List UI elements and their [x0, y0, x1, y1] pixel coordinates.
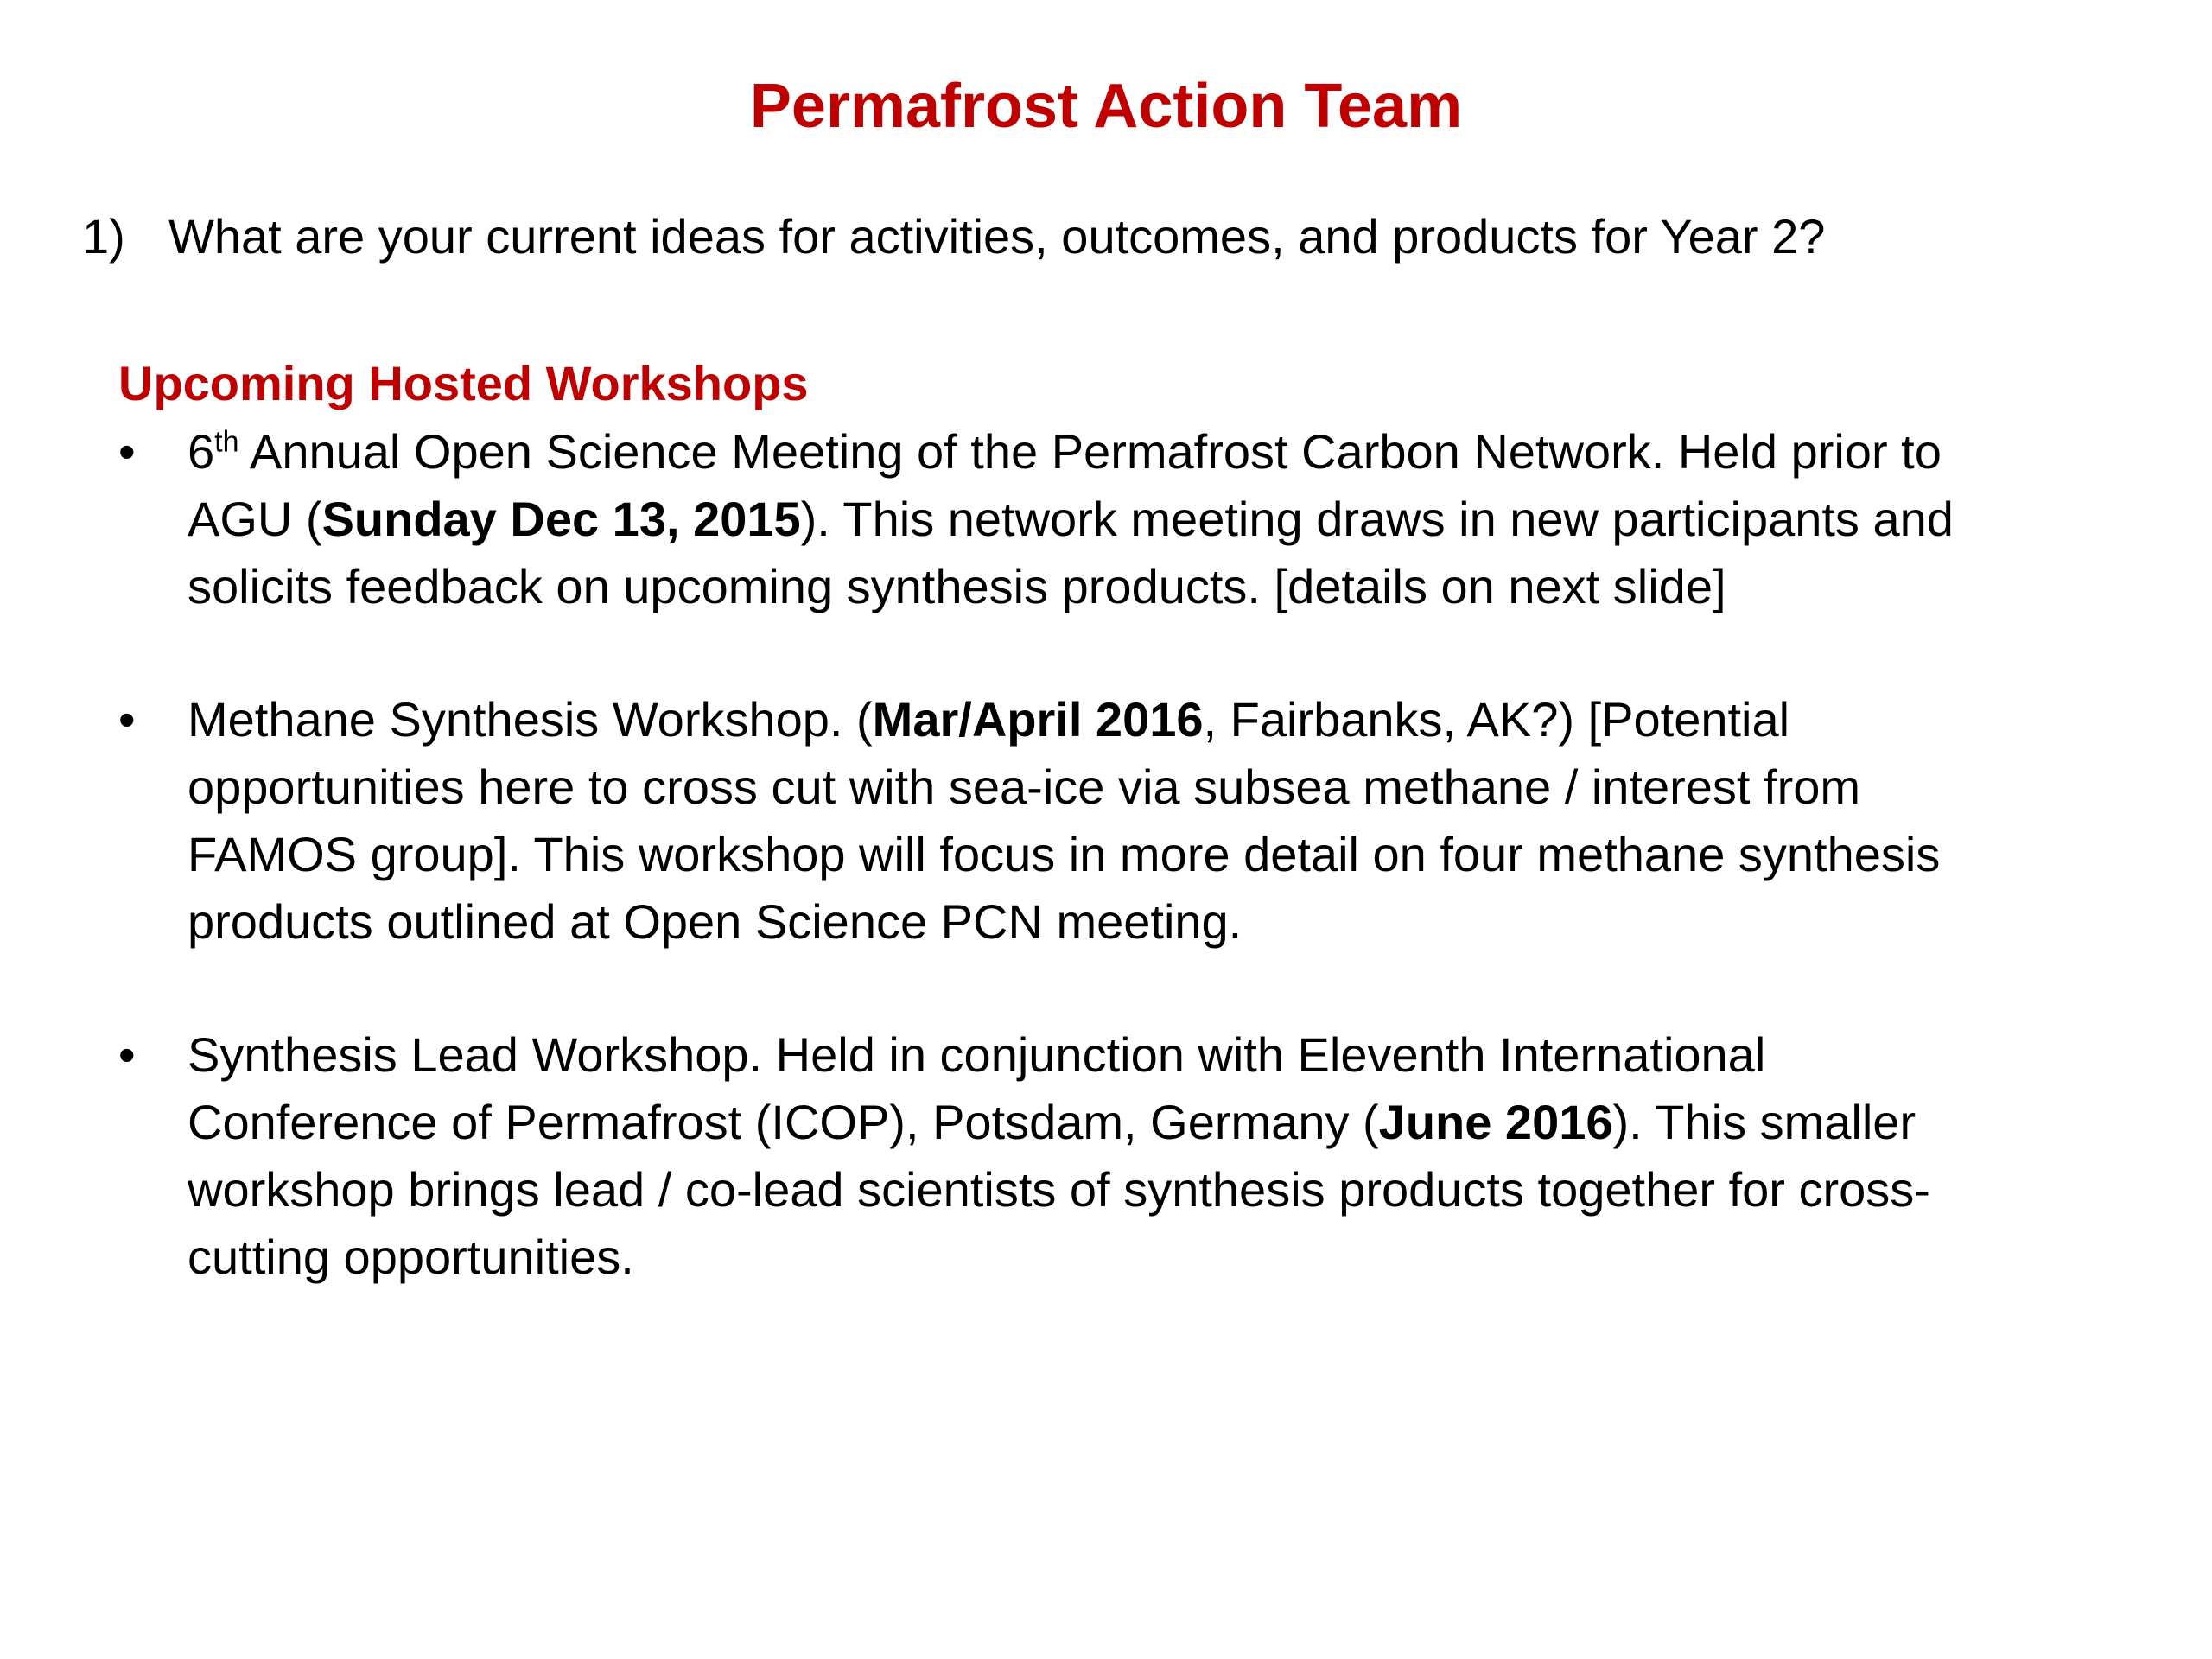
bullet-text: [188, 418, 2106, 620]
bullet-line: [188, 553, 2106, 620]
bullet-icon: •: [118, 692, 136, 747]
slide-title: Permafrost Action Team: [749, 72, 1463, 141]
question: [82, 202, 1825, 271]
text-run: Methane Synthesis Workshop. (: [188, 692, 873, 747]
text-run: , Fairbanks, AK?) [Potential: [1203, 692, 1790, 747]
bold-date: June 2016: [1378, 1095, 1613, 1149]
question-number: 1): [82, 209, 125, 264]
bullet-item-methane-workshop: [118, 686, 2106, 956]
text-run: opportunities here to cross cut with sea-ice via subsea methane / interest from: [188, 760, 1861, 814]
text-run: ). This smaller: [1612, 1095, 1916, 1149]
bold-date: Mar/April 2016: [872, 692, 1204, 747]
text-run: ). This network meeting draws in new participants and: [800, 492, 1954, 546]
bullet-item-open-science-meeting: [118, 418, 2106, 620]
bold-date: Sunday Dec 13, 2015: [321, 492, 801, 546]
text-run: Annual Open Science Meeting of the Permafrost Carbon Network. Held prior to: [238, 424, 1942, 479]
text-run: products outlined at Open Science PCN meeting.: [188, 894, 1243, 949]
text-run: solicits feedback on upcoming synthesis products. [details on next slide]: [188, 559, 1726, 613]
bullet-line: [188, 1089, 2106, 1156]
bullet-line: [188, 486, 2106, 553]
bullet-line: [188, 1224, 2106, 1291]
bullet-line: [188, 888, 2106, 956]
superscript: th: [214, 425, 239, 459]
bullet-icon: •: [118, 1027, 136, 1082]
bullet-line: [188, 1156, 2106, 1224]
bullet-text: [188, 1021, 2106, 1291]
text-run: Synthesis Lead Workshop. Held in conjunction with Eleventh International: [188, 1027, 1766, 1082]
text-run: Conference of Permafrost (ICOP), Potsdam, Germany (: [188, 1095, 1379, 1149]
bullet-line: [188, 418, 2106, 486]
text-run: FAMOS group]. This workshop will focus in more detail on four methane synthesis: [188, 827, 1941, 881]
bullet-line: [188, 821, 2106, 888]
bullet-item-synthesis-lead-workshop: [118, 1021, 2106, 1291]
bullet-text: [188, 686, 2106, 956]
text-run: workshop brings lead / co-lead scientists of synthesis products together for cross-: [188, 1162, 1930, 1217]
text-run: AGU (: [188, 492, 322, 546]
text-run: 6: [188, 424, 215, 479]
question-text: What are your current ideas for activities, outcomes, and products for Year 2?: [168, 209, 1826, 264]
bullet-line: [188, 753, 2106, 821]
bullet-line: [188, 1021, 2106, 1089]
bullet-line: [188, 686, 2106, 753]
bullet-icon: •: [118, 424, 136, 479]
section-heading: Upcoming Hosted Workshops: [118, 356, 809, 410]
text-run: cutting opportunities.: [188, 1230, 634, 1284]
